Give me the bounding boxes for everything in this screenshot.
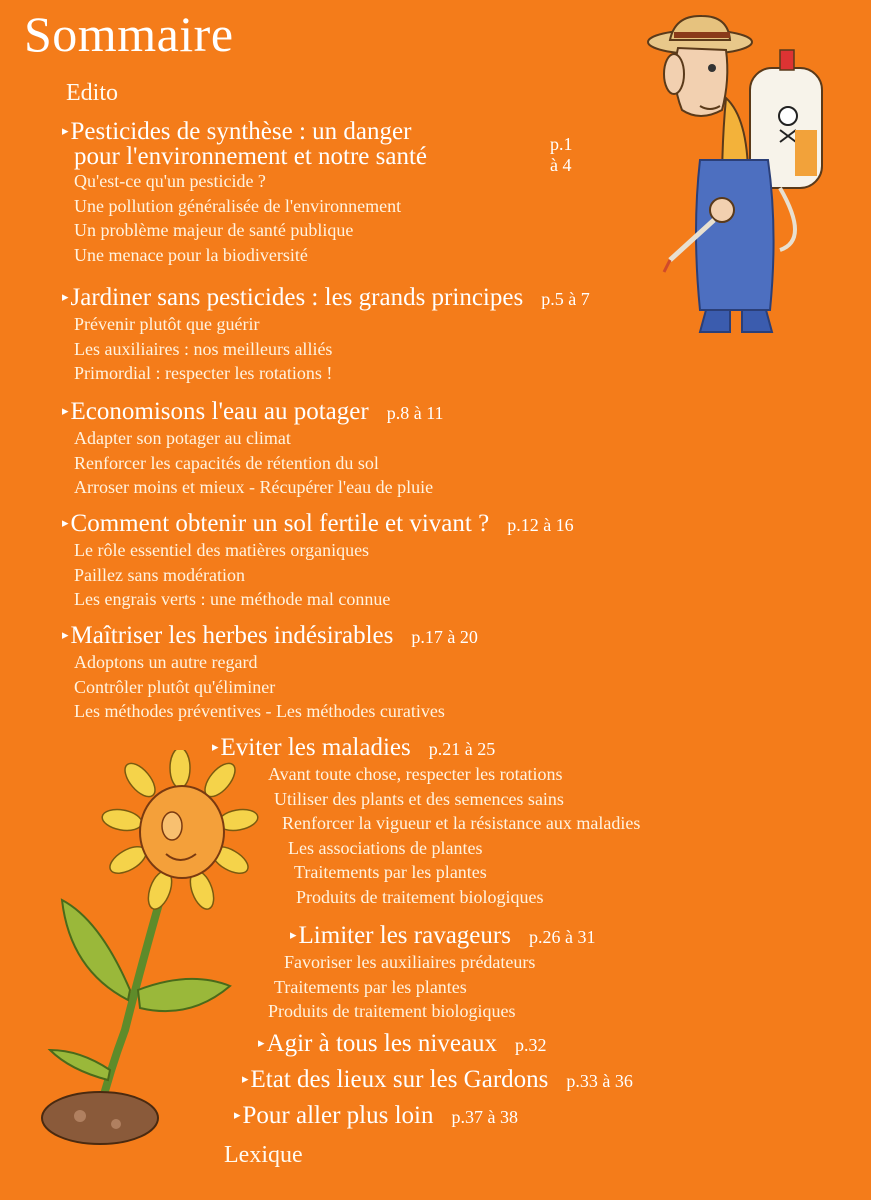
toc-section-maladies[interactable] — [212, 734, 640, 909]
section-pages: p.1 à 4 — [550, 134, 573, 175]
toc-subitem[interactable]: Une menace pour la biodiversité — [74, 244, 308, 265]
bullet-arrow-icon: ▸ — [212, 739, 219, 754]
bullet-arrow-icon: ▸ — [62, 289, 69, 304]
section-pages: p.12 à 16 — [507, 515, 574, 535]
toc-section-sol[interactable] — [62, 510, 574, 612]
section-pages: p.37 à 38 — [451, 1107, 518, 1127]
toc-subitem[interactable]: Qu'est-ce qu'un pesticide ? — [74, 171, 266, 191]
section-title: Eviter les maladies — [220, 734, 411, 761]
toc-subitem[interactable]: Adapter son potager au climat — [74, 428, 291, 448]
section-title: Limiter les ravageurs — [298, 922, 511, 949]
toc-subitem[interactable]: Adoptons un autre regard — [74, 652, 258, 672]
bullet-arrow-icon: ▸ — [62, 515, 69, 530]
toc-subitem[interactable]: Les méthodes préventives - Les méthodes curatives — [74, 701, 445, 721]
toc-subitem[interactable]: Prévenir plutôt que guérir — [74, 314, 260, 334]
section-title: Jardiner sans pesticides : les grands principes — [70, 284, 524, 311]
toc-lexique[interactable]: Lexique — [224, 1142, 303, 1168]
toc-subitem[interactable]: Utiliser des plants et des semences sains — [274, 788, 564, 809]
bullet-arrow-icon: ▸ — [62, 403, 69, 418]
section-pages: p.17 à 20 — [411, 627, 478, 647]
farmer-sprayer-illustration — [630, 10, 860, 340]
section-pages: p.5 à 7 — [541, 289, 590, 309]
section-title: Comment obtenir un sol fertile et vivant ? — [70, 510, 490, 537]
toc-section-plus-loin[interactable] — [234, 1102, 518, 1130]
toc-section-gardons[interactable] — [242, 1066, 633, 1094]
bullet-arrow-icon: ▸ — [234, 1107, 241, 1122]
bullet-arrow-icon: ▸ — [62, 123, 69, 138]
toc-subitem[interactable]: Avant toute chose, respecter les rotations — [268, 764, 563, 784]
toc-subitem[interactable]: Favoriser les auxiliaires prédateurs — [284, 952, 536, 972]
section-title: Maîtriser les herbes indésirables — [70, 622, 394, 649]
toc-subitem[interactable]: Renforcer la vigueur et la résistance aux maladies — [282, 813, 641, 833]
toc-section-pesticides[interactable] — [62, 118, 573, 267]
bullet-arrow-icon: ▸ — [290, 927, 297, 942]
bullet-arrow-icon: ▸ — [242, 1071, 249, 1086]
section-title-line2: pour l'environnement et notre santé — [74, 143, 428, 170]
toc-subitem[interactable]: Arroser moins et mieux - Récupérer l'eau de pluie — [74, 477, 434, 497]
toc-subitem[interactable]: Le rôle essentiel des matières organiques — [74, 540, 370, 560]
bullet-arrow-icon: ▸ — [258, 1035, 265, 1050]
toc-subitem[interactable]: Les engrais verts : une méthode mal connue — [74, 589, 391, 609]
toc-edito[interactable]: Edito — [66, 80, 118, 106]
toc-subitem[interactable]: Les associations de plantes — [288, 837, 483, 858]
toc-subitem[interactable]: Produits de traitement biologiques — [296, 886, 544, 907]
toc-subitem[interactable]: Les auxiliaires : nos meilleurs alliés — [74, 338, 333, 359]
section-pages: p.21 à 25 — [428, 739, 496, 759]
page-title: Sommaire — [24, 6, 234, 62]
toc-section-niveaux[interactable] — [258, 1030, 547, 1058]
toc-subitem[interactable]: Traitements par les plantes — [274, 976, 467, 997]
sunflower-illustration — [30, 750, 260, 1150]
toc-subitem[interactable]: Renforcer les capacités de rétention du sol — [74, 452, 379, 473]
section-title: Agir à tous les niveaux — [266, 1030, 498, 1057]
section-pages: p.8 à 11 — [386, 403, 444, 423]
toc-subitem[interactable]: Un problème majeur de santé publique — [74, 220, 354, 240]
toc-subitem[interactable]: Une pollution généralisée de l'environnement — [74, 195, 402, 216]
toc-section-eau[interactable] — [62, 398, 444, 500]
section-title: Economisons l'eau au potager — [70, 398, 369, 425]
toc-subitem[interactable]: Contrôler plutôt qu'éliminer — [74, 676, 276, 697]
section-pages: p.26 à 31 — [528, 927, 596, 947]
toc-subitem[interactable]: Primordial : respecter les rotations ! — [74, 363, 333, 383]
section-title: Etat des lieux sur les Gardons — [250, 1066, 549, 1093]
section-pages: p.32 — [515, 1035, 547, 1055]
toc-subitem[interactable]: Traitements par les plantes — [294, 862, 487, 882]
toc-section-ravageurs[interactable] — [268, 922, 596, 1024]
toc-subitem[interactable]: Paillez sans modération — [74, 564, 245, 585]
toc-subitem[interactable]: Produits de traitement biologiques — [268, 1001, 516, 1021]
toc-section-jardiner[interactable] — [62, 284, 590, 386]
bullet-arrow-icon: ▸ — [62, 627, 69, 642]
section-title: Pour aller plus loin — [242, 1102, 434, 1129]
toc-section-herbes[interactable] — [62, 622, 478, 724]
section-pages: p.33 à 36 — [566, 1071, 633, 1091]
section-title: Pesticides de synthèse : un danger — [70, 118, 412, 145]
